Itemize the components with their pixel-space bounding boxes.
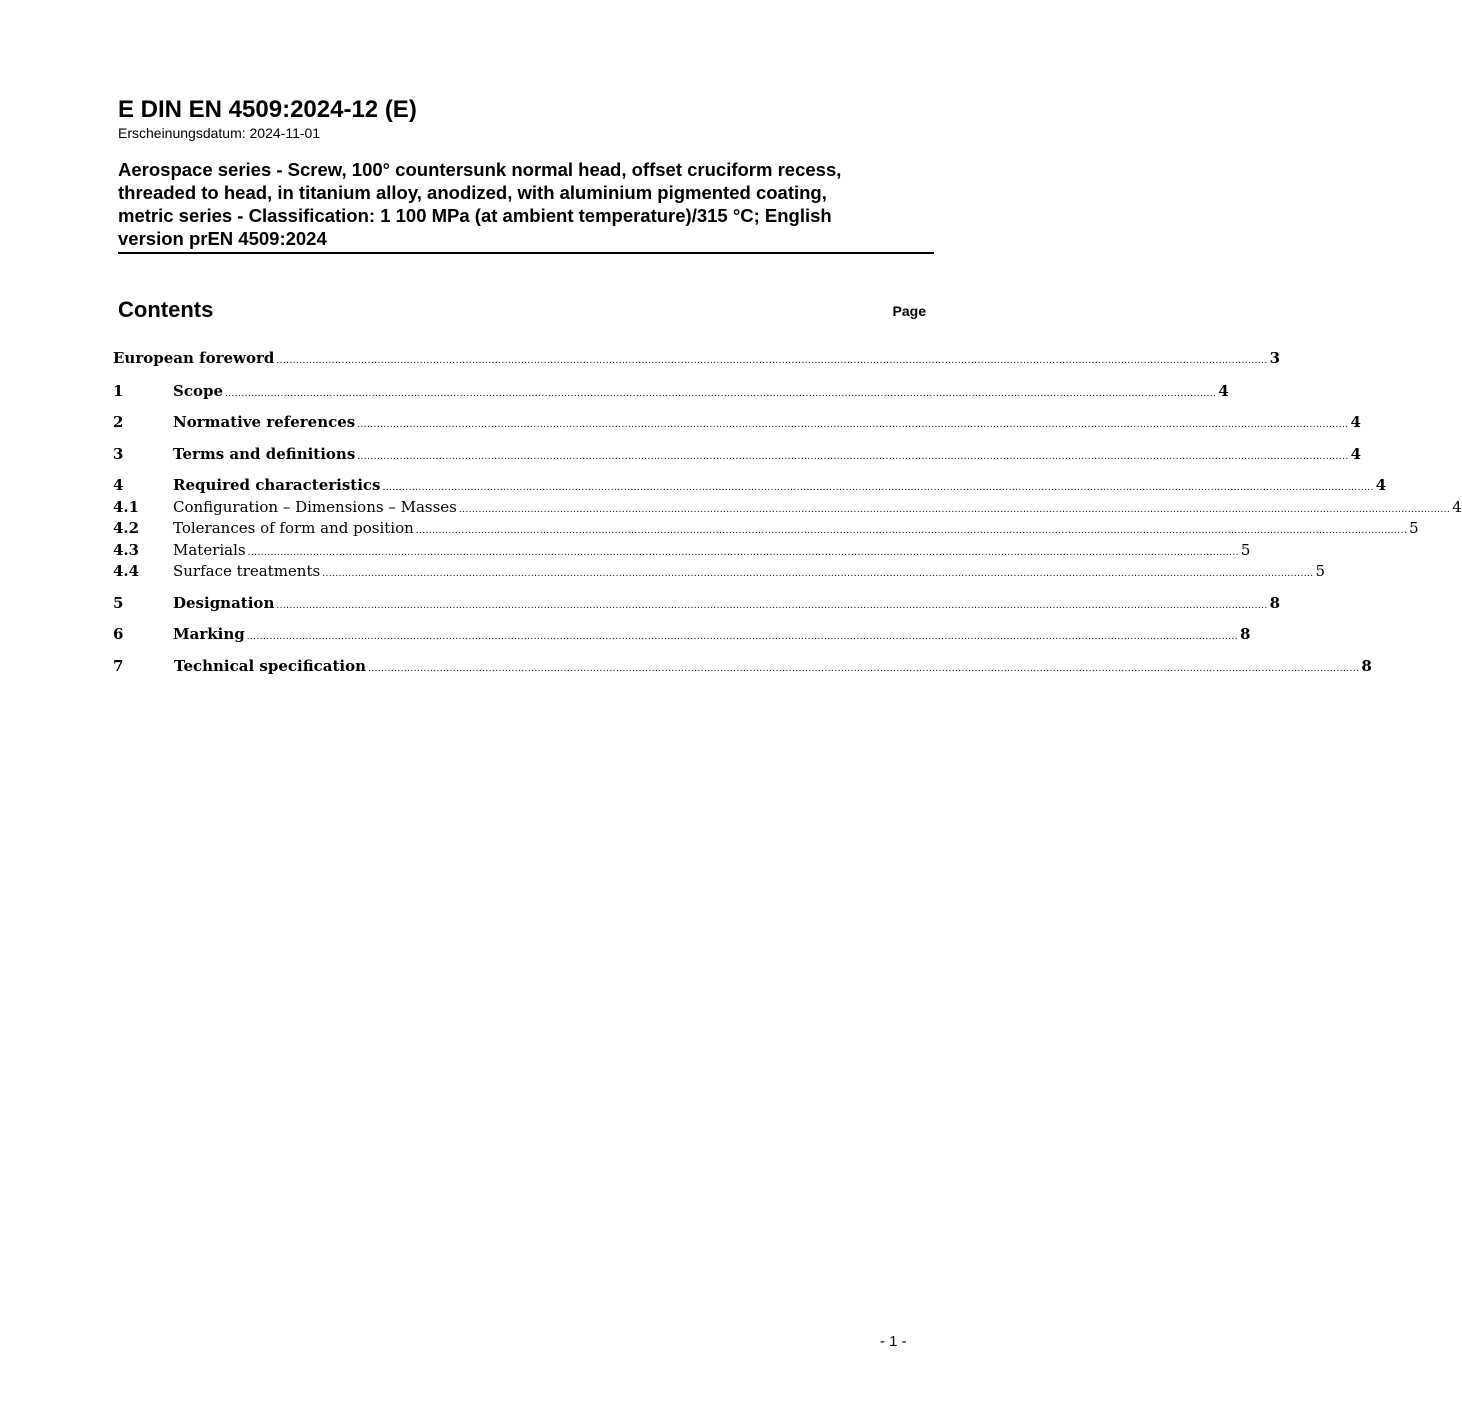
toc-entry-label: European foreword	[113, 349, 275, 367]
toc-entry-tolerances[interactable]	[113, 517, 1419, 539]
issue-date: Erscheinungsdatum: 2024-11-01	[118, 125, 321, 141]
toc-entry-page: 8	[1361, 657, 1372, 675]
toc-leader-dots: ................................................................................................................................................................................................................................................................................................................	[276, 356, 1268, 366]
toc-leader-dots: ................................................................................................................................................................................................................................................................................................................	[368, 664, 1360, 674]
toc-entry-number: 6	[113, 625, 124, 643]
toc-entry-terms-and-definitions[interactable]	[113, 443, 1362, 465]
title-line: version prEN 4509:2024	[118, 228, 327, 249]
toc-entry-label: Marking	[173, 625, 245, 643]
toc-entry-page: 4	[1452, 498, 1462, 516]
page-number: - 1 -	[880, 1333, 907, 1350]
toc-entry-materials[interactable]	[113, 539, 1251, 561]
toc-leader-dots: ................................................................................................................................................................................................................................................................................................................	[247, 548, 1239, 558]
page-column-label: Page	[892, 303, 926, 319]
toc-leader-dots: ................................................................................................................................................................................................................................................................................................................	[225, 389, 1217, 399]
toc-entry-label: Required characteristics	[173, 476, 381, 494]
toc-entry-page: 8	[1269, 594, 1281, 612]
toc-entry-number: 2	[113, 413, 124, 431]
toc-entry-technical-specification[interactable]	[113, 655, 1372, 677]
toc-entry-page: 4	[1375, 476, 1387, 494]
toc-entry-scope[interactable]	[113, 380, 1229, 402]
contents-heading-row	[118, 296, 926, 326]
toc-entry-designation[interactable]	[113, 592, 1281, 614]
toc-entry-label: Surface treatments	[173, 562, 321, 580]
toc-entry-page: 4	[1350, 445, 1362, 463]
toc-entry-number: 5	[113, 594, 124, 612]
toc-entry-number: 1	[113, 382, 124, 400]
toc-leader-dots: ................................................................................................................................................................................................................................................................................................................	[276, 601, 1268, 611]
toc-entry-page: 5	[1240, 541, 1251, 559]
toc-entry-number: 4	[113, 476, 124, 494]
toc-leader-dots: ................................................................................................................................................................................................................................................................................................................	[458, 505, 1451, 515]
toc-entry-page: 5	[1409, 519, 1419, 537]
toc-entry-configuration[interactable]	[113, 496, 1462, 518]
toc-entry-number: 4.2	[113, 519, 140, 537]
toc-entry-number: 4.1	[113, 498, 140, 516]
title-line: Aerospace series - Screw, 100° countersunk normal head, offset cruciform recess,	[118, 159, 842, 180]
toc-entry-page: 3	[1269, 349, 1281, 367]
toc-entry-label: Scope	[173, 382, 224, 400]
document-id: E DIN EN 4509:2024-12 (E)	[118, 96, 417, 123]
toc-leader-dots: ................................................................................................................................................................................................................................................................................................................	[357, 452, 1349, 462]
toc-leader-dots: ................................................................................................................................................................................................................................................................................................................	[246, 632, 1239, 642]
toc-entry-required-characteristics[interactable]	[113, 474, 1387, 496]
document-title	[118, 158, 934, 254]
toc-leader-dots: ................................................................................................................................................................................................................................................................................................................	[382, 483, 1374, 493]
toc-entry-number: 4.4	[113, 562, 140, 580]
title-line: threaded to head, in titanium alloy, anodized, with aluminium pigmented coating,	[118, 182, 827, 203]
document-header	[118, 96, 934, 254]
toc-leader-dots: ................................................................................................................................................................................................................................................................................................................	[357, 420, 1349, 430]
toc-entry-label: Designation	[173, 594, 275, 612]
toc-leader-dots: ................................................................................................................................................................................................................................................................................................................	[415, 526, 1408, 536]
toc-entry-page: 4	[1218, 382, 1229, 400]
toc-entry-label: Normative references	[173, 413, 356, 431]
toc-entry-page: 5	[1315, 562, 1326, 580]
title-line: metric series - Classification: 1 100 MPa (at ambient temperature)/315 °C; English	[118, 205, 832, 226]
toc-entry-label: Materials	[173, 541, 246, 559]
toc-entry-number: 4.3	[113, 541, 140, 559]
toc-entry-normative-references[interactable]	[113, 411, 1361, 433]
toc-entry-surface-treatments[interactable]	[113, 560, 1326, 582]
toc-entry-number: 7	[113, 657, 124, 675]
toc-entry-label: Terms and definitions	[173, 445, 356, 463]
toc-entry-label: Technical specification	[174, 657, 367, 675]
toc-entry-page: 8	[1240, 625, 1251, 643]
contents-title: Contents	[118, 297, 214, 322]
toc-entry-marking[interactable]	[113, 623, 1251, 645]
toc-entry-page: 4	[1350, 413, 1361, 431]
toc-entry-label: Tolerances of form and position	[173, 519, 414, 537]
toc-leader-dots: ................................................................................................................................................................................................................................................................................................................	[322, 569, 1314, 579]
toc-entry-european-foreword[interactable]	[113, 347, 1281, 369]
toc-entry-number: 3	[113, 445, 124, 463]
toc-entry-label: Configuration – Dimensions – Masses	[173, 498, 457, 516]
